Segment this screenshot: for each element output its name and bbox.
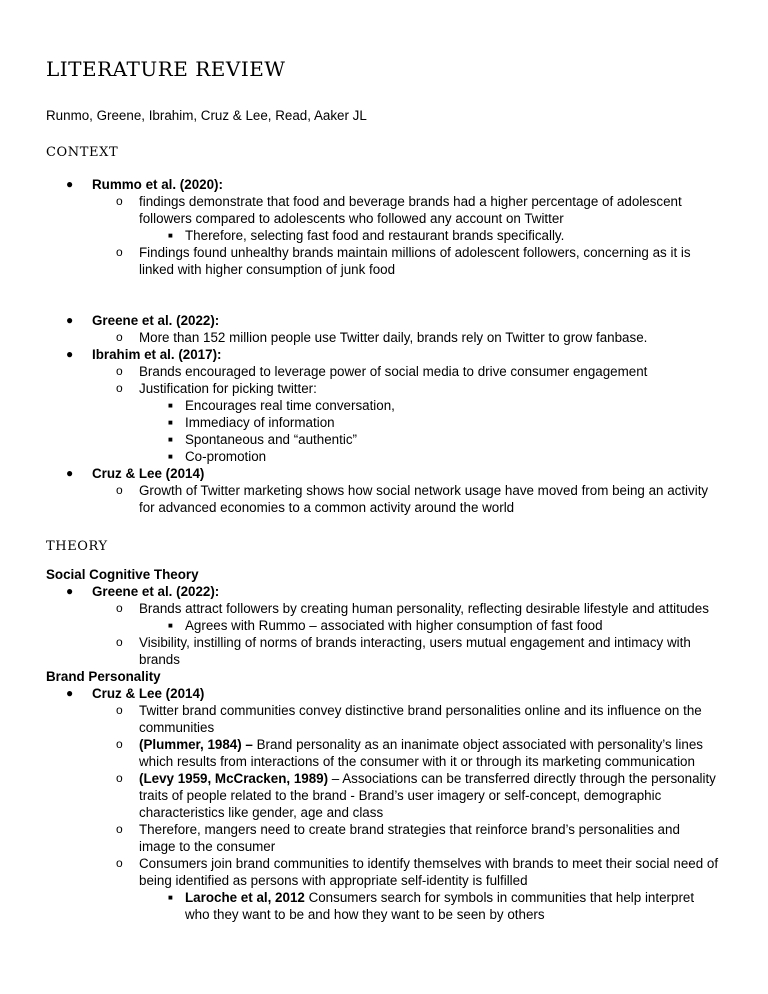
citation-label: Greene et al. (2022): (92, 584, 220, 599)
bullet-icon: ● (66, 313, 74, 327)
circle-bullet-icon: o (116, 483, 123, 497)
circle-bullet-icon: o (116, 635, 123, 649)
context-section (46, 176, 720, 516)
list-text: Twitter brand communities convey distinctive brand personalities online and its influence on the communities (139, 703, 702, 735)
bullet-icon: ● (66, 466, 74, 480)
circle-bullet-icon: o (116, 194, 123, 208)
list-item (46, 193, 720, 227)
list-item (46, 448, 720, 465)
list-item (46, 702, 720, 736)
list-item (46, 770, 720, 821)
list-item (46, 736, 720, 770)
list-item (46, 583, 720, 600)
square-bullet-icon: ■ (168, 893, 173, 902)
bullet-icon: ● (66, 347, 74, 361)
list-text: More than 152 million people use Twitter daily, brands rely on Twitter to grow fanbase. (139, 330, 648, 345)
list-item (46, 431, 720, 448)
list-item (46, 465, 720, 482)
list-text: Justification for picking twitter: (139, 381, 317, 396)
list-item (46, 312, 720, 329)
list-item (46, 600, 720, 617)
citation-inline: Laroche et al, 2012 (185, 890, 305, 905)
circle-bullet-icon: o (116, 822, 123, 836)
list-text: findings demonstrate that food and beverage brands had a higher percentage of adolescent followers compared to adolescents who followed any account on Twitter (139, 194, 682, 226)
context-heading: CONTEXT (46, 145, 119, 160)
citation-label: Rummo et al. (2020): (92, 177, 223, 192)
theory-section (46, 566, 720, 923)
list-item (46, 346, 720, 363)
square-bullet-icon: ■ (168, 231, 173, 240)
citation-inline: (Levy 1959, McCracken, 1989) (139, 771, 329, 786)
square-bullet-icon: ■ (168, 435, 173, 444)
list-text: Visibility, instilling of norms of brands interacting, users mutual engagement and intimacy with brands (139, 635, 691, 667)
list-text: Brand personality as an inanimate object associated with personality’s lines which results from interactions of the consumer with it or through its marketing communication (139, 737, 703, 769)
list-item (46, 380, 720, 397)
list-item (46, 482, 720, 516)
list-item (46, 329, 720, 346)
list-text: Agrees with Rummo – associated with higher consumption of fast food (185, 618, 603, 633)
list-text: Findings found unhealthy brands maintain millions of adolescent followers, concerning as it is linked with higher consumption of junk food (139, 245, 691, 277)
list-item (46, 685, 720, 702)
subheading-social-cognitive-theory: Social Cognitive Theory (46, 567, 199, 582)
subheading-brand-personality: Brand Personality (46, 669, 161, 684)
page-title: LITERATURE REVIEW (46, 57, 286, 81)
list-item (46, 397, 720, 414)
list-text: – Associations can be transferred directly through the personality traits of people related to the brand - Brand’s user imagery or self-concept, demographic characteristics like gender, age and class (139, 771, 716, 820)
list-item (46, 227, 720, 244)
circle-bullet-icon: o (116, 330, 123, 344)
square-bullet-icon: ■ (168, 401, 173, 410)
bullet-icon: ● (66, 584, 74, 598)
list-text: Immediacy of information (185, 415, 335, 430)
bullet-icon: ● (66, 177, 74, 191)
citation-label: Greene et al. (2022): (92, 313, 220, 328)
circle-bullet-icon: o (116, 737, 123, 751)
authors-line: Runmo, Greene, Ibrahim, Cruz & Lee, Read, Aaker JL (46, 108, 367, 123)
list-text: Spontaneous and “authentic” (185, 432, 357, 447)
square-bullet-icon: ■ (168, 621, 173, 630)
list-text: Co-promotion (185, 449, 267, 464)
list-item (46, 363, 720, 380)
list-text: Therefore, selecting fast food and restaurant brands specifically. (185, 228, 565, 243)
list-text: Growth of Twitter marketing shows how social network usage have moved from being an activity for advanced economies to a common activity around the world (139, 483, 709, 515)
list-text: Brands encouraged to leverage power of social media to drive consumer engagement (139, 364, 648, 379)
list-item (46, 414, 720, 431)
list-text: Brands attract followers by creating human personality, reflecting desirable lifestyle and attitudes (139, 601, 709, 616)
list-text: Encourages real time conversation, (185, 398, 395, 413)
list-item (46, 821, 720, 855)
circle-bullet-icon: o (116, 703, 123, 717)
list-item (46, 617, 720, 634)
circle-bullet-icon: o (116, 771, 123, 785)
citation-label: Ibrahim et al. (2017): (92, 347, 222, 362)
citation-label: Cruz & Lee (2014) (92, 466, 205, 481)
list-item (46, 889, 720, 923)
list-item (46, 176, 720, 193)
list-text: Consumers join brand communities to identify themselves with brands to meet their social need of being identified as persons with appropriate self-identity is fulfilled (139, 856, 719, 888)
square-bullet-icon: ■ (168, 418, 173, 427)
circle-bullet-icon: o (116, 381, 123, 395)
list-item (46, 855, 720, 889)
list-text: Consumers search for symbols in communities that help interpret who they want to be and how they want to be seen by others (185, 890, 695, 922)
circle-bullet-icon: o (116, 856, 123, 870)
bullet-icon: ● (66, 686, 74, 700)
citation-inline: (Plummer, 1984) – (139, 737, 253, 752)
circle-bullet-icon: o (116, 364, 123, 378)
list-item (46, 634, 720, 668)
list-text: Therefore, mangers need to create brand strategies that reinforce brand’s personalities and image to the consumer (139, 822, 680, 854)
citation-label: Cruz & Lee (2014) (92, 686, 205, 701)
square-bullet-icon: ■ (168, 452, 173, 461)
list-item (46, 244, 720, 278)
theory-heading: THEORY (46, 539, 108, 554)
circle-bullet-icon: o (116, 601, 123, 615)
circle-bullet-icon: o (116, 245, 123, 259)
